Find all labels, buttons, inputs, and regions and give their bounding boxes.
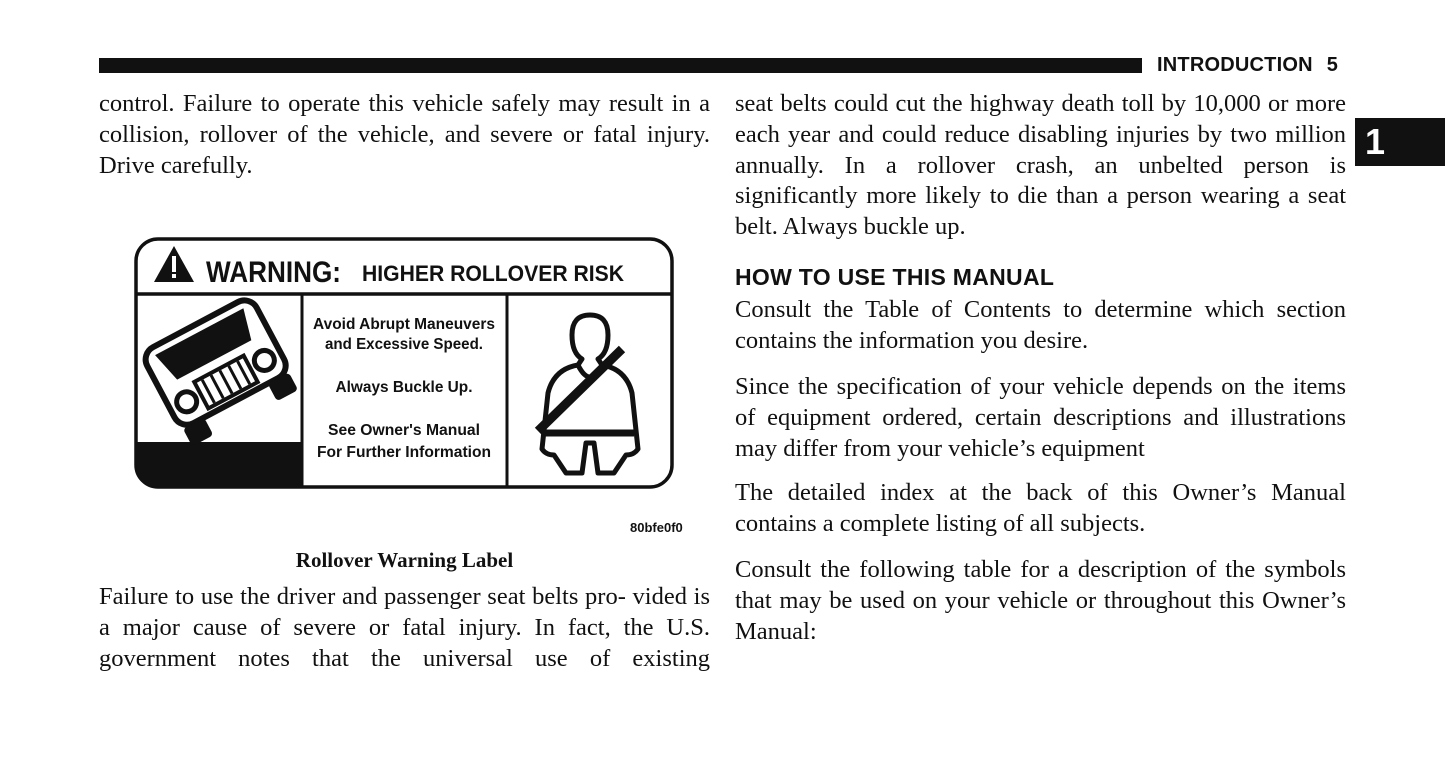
label-black-corner (136, 442, 302, 487)
figure-caption: Rollover Warning Label (295, 548, 514, 572)
rollover-warning-label (134, 237, 674, 489)
warning-word: WARNING: (206, 256, 341, 289)
label-line-5: For Further Information (317, 444, 491, 461)
right-paragraph-1: seat belts could cut the highway death toll by 10,000 or more each year and could reduce disabling injuries by two million annually. In a rollover crash, an unbelted person is significantly more likely to die than a person wearing a seat belt. Always buckle up. (735, 90, 1346, 241)
right-paragraph-3: Since the specification of your vehicle depends on the items of equipment ordered, certain descriptions and illustrations may differ from your vehicle’s equipment (735, 373, 1346, 462)
label-line-1: Avoid Abrupt Maneuvers (313, 316, 496, 333)
figure-id: 80bfe0f0 (630, 520, 683, 535)
label-line-2: and Excessive Speed. (325, 336, 483, 353)
header-rule (99, 58, 1142, 73)
left-paragraph-2: Failure to use the driver and passenger seat belts pro- vided is a major cause of severe or fatal injury. In fact, the U.S. government notes that the universal use of existing (99, 583, 710, 672)
right-paragraph-5: Consult the following table for a description of the symbols that may be used on your vehicle or throughout this Owner’s Manual: (735, 556, 1346, 645)
right-paragraph-4: The detailed index at the back of this Owner’s Manual contains a complete listing of all subjects. (735, 479, 1346, 537)
left-paragraph-1: control. Failure to operate this vehicle safely may result in a collision, rollover of the vehicle, and severe or fatal injury. Drive carefully. (99, 90, 710, 179)
page-number: 5 (1326, 54, 1339, 76)
label-line-3: Always Buckle Up. (335, 379, 473, 396)
warning-title: HIGHER ROLLOVER RISK (362, 261, 625, 286)
right-paragraph-2: Consult the Table of Contents to determine which section contains the information you desire. (735, 296, 1346, 354)
section-title: INTRODUCTION (1157, 54, 1313, 76)
section-heading: HOW TO USE THIS MANUAL (735, 264, 1055, 290)
label-line-4: See Owner's Manual (328, 422, 480, 439)
running-header (1157, 54, 1347, 77)
chapter-tab: 1 (1355, 118, 1445, 166)
